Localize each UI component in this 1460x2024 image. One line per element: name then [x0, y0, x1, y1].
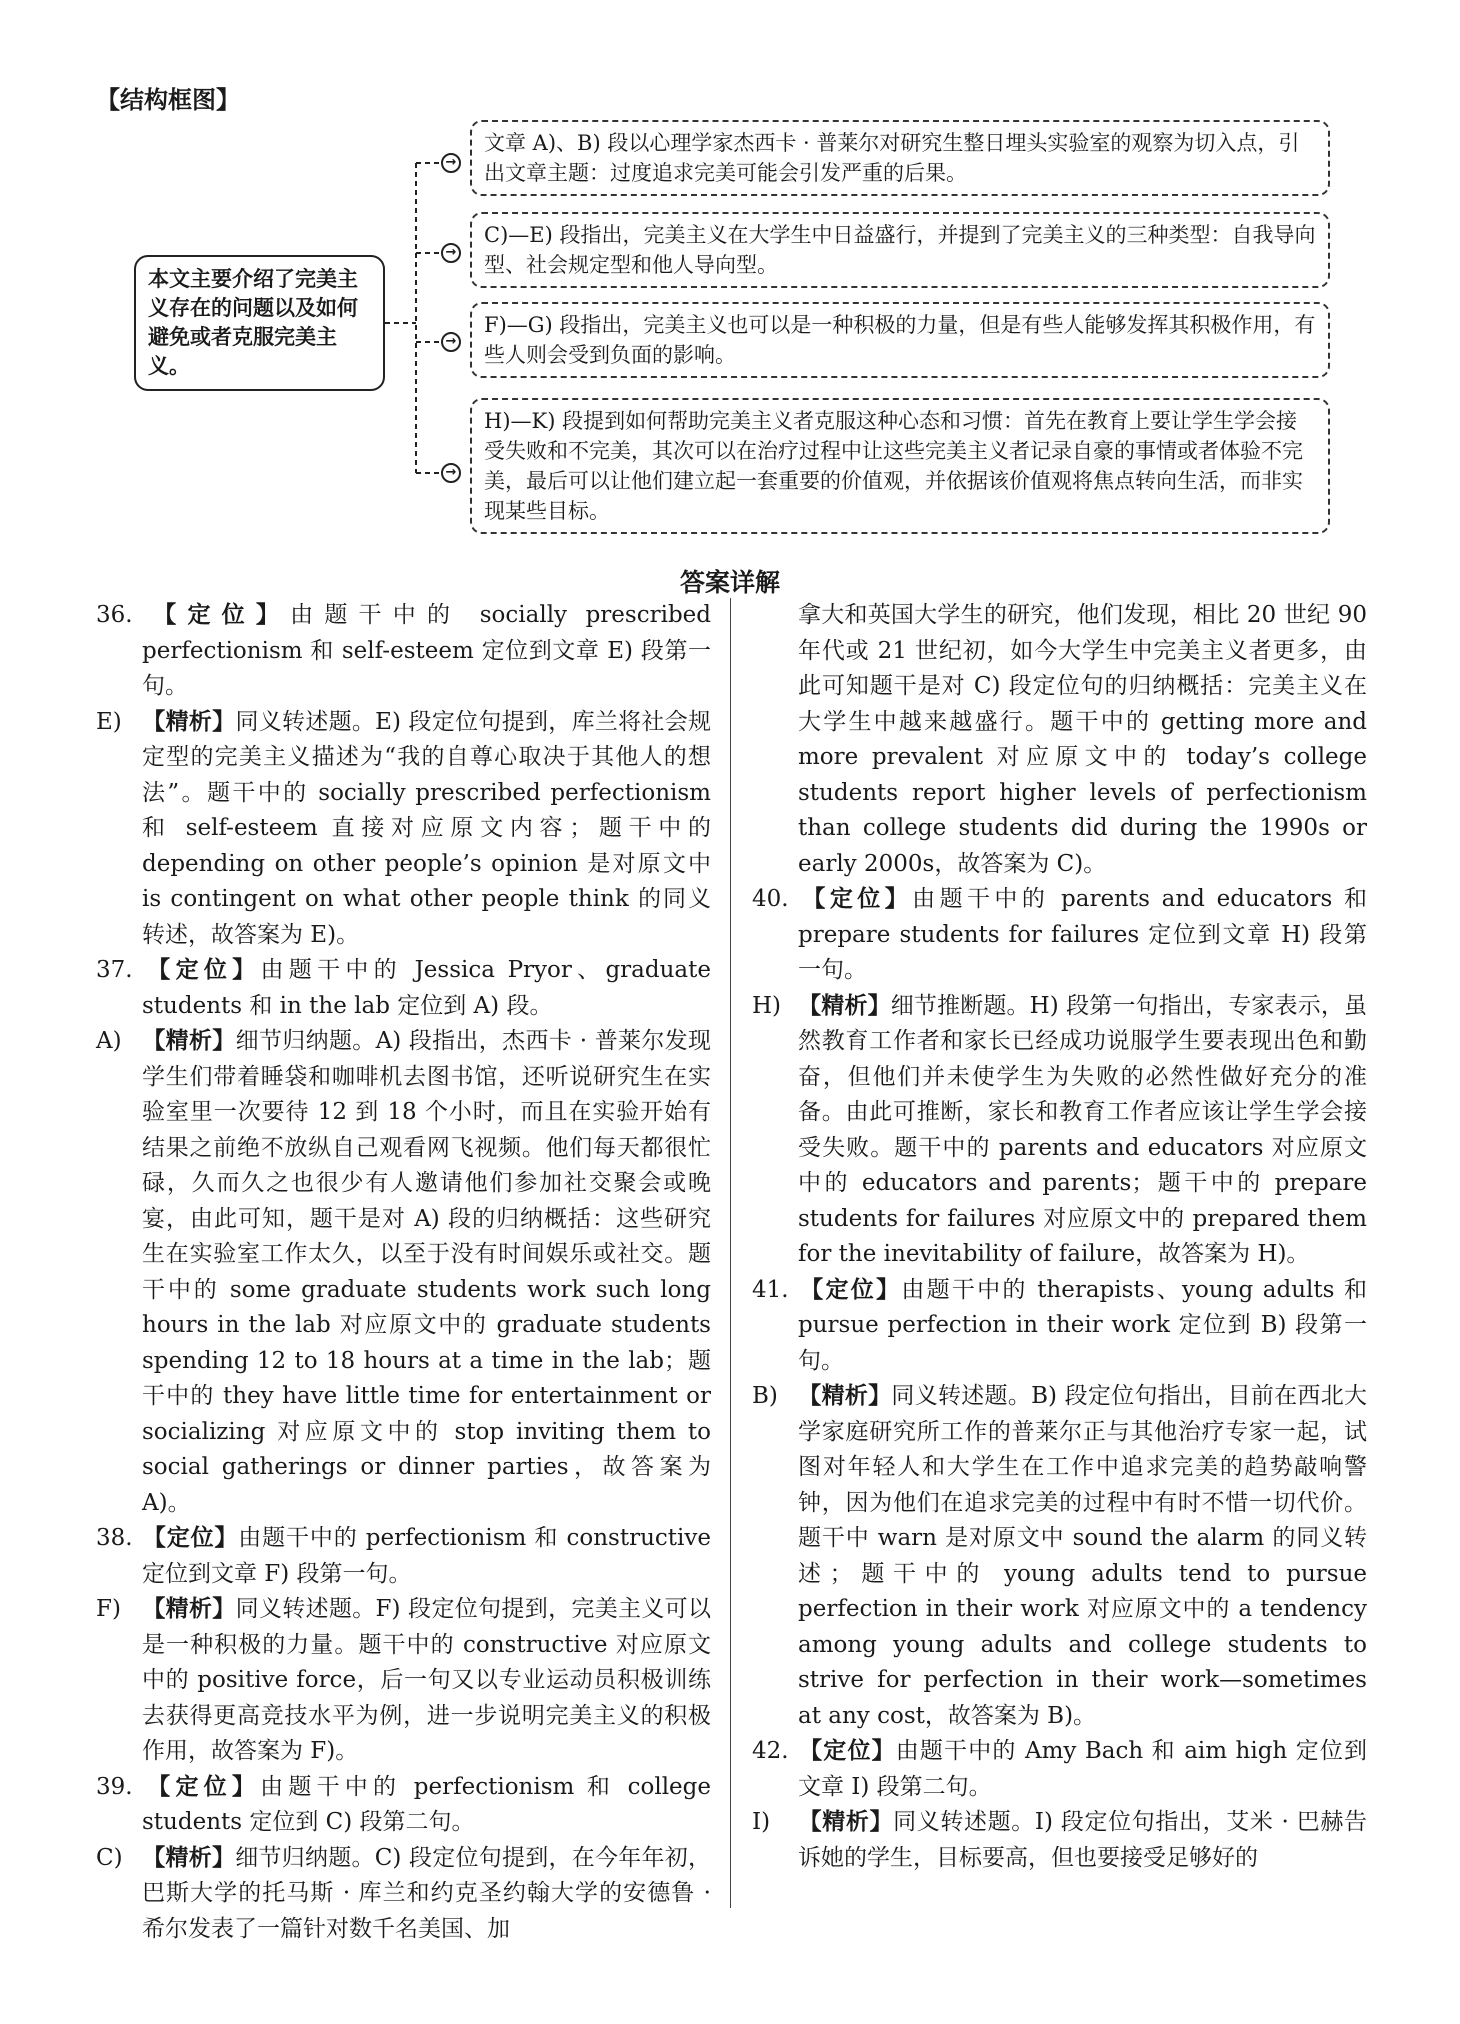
entry-text: 拿大和英国大学生的研究，他们发现，相比 20 世纪 90 年代或 21 世纪初，如今大学生中完美主义者更多，由此可知题干是对 C) 段定位句的归纳概括：完美主义在大学生中越来越盛行。题干中的 getting more and more prevalent 对应原文中的 today’s college students report higher levels of perfectionism than college students did during the 1990s or early 2000s，故答案为 C)。 [798, 602, 1367, 877]
entry-label: 40. [752, 886, 789, 912]
entry-text: 同义转述题。B) 段定位句指出，目前在西北大学家庭研究所工作的普莱尔正与其他治疗专家一起，试图对年轻人和大学生在工作中追求完美的趋势敲响警钟，因为他们在追求完美的过程中有时不惜一切代价。题干中 warn 是对原文中 sound the alarm 的同义转述；题干中的 young adults tend to pursue perfection in their work 对应原文中的 a tendency among young adults and college students to strive for perfection in their work—sometimes at any cost，故答案为 B)。 [798, 1383, 1368, 1729]
entry-label: 39. [96, 1773, 133, 1800]
entry-tag: 【精析】 [798, 1809, 894, 1835]
arrow-node-icon: → [441, 463, 461, 483]
entry-text: 由题干中的 parents and educators 和 prepare students for failures 定位到文章 H) 段第一句。 [798, 886, 1367, 983]
answer-entry [752, 1273, 1367, 1380]
summary-box: 本文主要介绍了完美主义存在的问题以及如何避免或者克服完美主义。 [134, 255, 385, 391]
entry-tag: 【精析】 [142, 1028, 236, 1054]
entry-text: 同义转述题。F) 段定位句提到，完美主义可以是一种积极的力量。题干中的 constructive 对应原文中的 positive force，后一句又以专业运动员积极训练去获得更高竞技水平为例，进一步说明完美主义的积极作用，故答案为 F)。 [142, 1596, 712, 1764]
answer-entry [96, 1592, 711, 1770]
entry-tag: 【精析】 [142, 1844, 236, 1871]
left-column [96, 598, 711, 1947]
entry-tag: 【定位】 [142, 957, 261, 983]
entry-tag: 【精析】 [798, 1383, 892, 1409]
entry-label: I) [752, 1809, 771, 1835]
column-divider [730, 598, 731, 1908]
entry-text: 由题干中的 therapists、young adults 和 pursue perfection in their work 定位到 B) 段第一句。 [798, 1276, 1368, 1374]
answer-entry [752, 989, 1367, 1273]
entry-tag: 【精析】 [142, 1596, 236, 1622]
entry-text: 同义转述题。E) 段定位句提到，库兰将社会规定型的完美主义描述为“我的自尊心取决于其他人的想法”。题干中的 socially prescribed perfectionism 和 self-esteem 直接对应原文内容；题干中的 depending on other people’s opinion 是对原文中 is contingent on what other people think 的同义转述，故答案为 E)。 [142, 708, 712, 948]
answer-entry [96, 1770, 711, 1841]
entry-text: 由题干中的 Amy Bach 和 aim high 定位到文章 I) 段第二句。 [798, 1738, 1368, 1800]
entry-label: C) [96, 1844, 123, 1871]
answer-entry [96, 1841, 711, 1948]
entry-label: 42. [752, 1738, 789, 1764]
entry-label: 38. [96, 1525, 133, 1551]
entry-tag: 【精析】 [142, 708, 236, 735]
entry-text: 由题干中的 Jessica Pryor、graduate students 和 in the lab 定位到 A) 段。 [142, 957, 711, 1019]
entry-text: 细节推断题。H) 段第一句指出，专家表示，虽然教育工作者和家长已经成功说服学生要表现出色和勤奋，但他们并未使学生为失败的必然性做好充分的准备。由此可推断，家长和教育工作者应该让学生学会接受失败。题干中的 parents and educators 对应原文中的 educators and parents；题干中的 prepare students for failures 对应原文中的 prepared them for the inevitability of failure，故答案为 H)。 [798, 992, 1368, 1267]
entry-text: 由题干中的 socially prescribed perfectionism 和 self-esteem 定位到文章 E) 段第一句。 [142, 602, 711, 699]
answer-entry-continued [752, 598, 1367, 882]
entry-label: 36. [96, 602, 133, 628]
answer-entry [96, 953, 711, 1024]
entry-text: 细节归纳题。C) 段定位句提到，在今年年初，巴斯大学的托马斯 · 库兰和约克圣约翰大学的安德鲁 · 希尔发表了一篇针对数千名美国、加 [142, 1844, 712, 1942]
entry-label: A) [96, 1028, 122, 1054]
framework-branch: F)—G) 段指出，完美主义也可以是一种积极的力量，但是有些人能够发挥其积极作用，有些人则会受到负面的影响。 [470, 302, 1330, 378]
framework-branch: 文章 A)、B) 段以心理学家杰西卡 · 普莱尔对研究生整日埋头实验室的观察为切入点，引出文章主题：过度追求完美可能会引发严重的后果。 [470, 120, 1330, 196]
entry-tag: 【定位】 [798, 886, 913, 912]
answer-entry [96, 705, 711, 954]
answers-title: 答案详解 [679, 568, 780, 597]
entry-tag: 【定位】 [142, 602, 291, 628]
entry-tag: 【定位】 [798, 1276, 902, 1303]
entry-label: H) [752, 992, 782, 1019]
answer-entry [752, 882, 1367, 989]
entry-tag: 【定位】 [798, 1738, 896, 1764]
answer-entry [752, 1805, 1367, 1876]
entry-label: 41. [752, 1276, 789, 1303]
entry-text: 由题干中的 perfectionism 和 college students 定位到 C) 段第二句。 [142, 1773, 712, 1835]
entry-label: F) [96, 1596, 121, 1622]
entry-text: 由题干中的 perfectionism 和 constructive 定位到文章 F) 段第一句。 [142, 1525, 711, 1587]
entry-tag: 【定位】 [142, 1773, 261, 1800]
arrow-node-icon: → [441, 332, 461, 352]
answer-entry [752, 1734, 1367, 1805]
entry-tag: 【精析】 [798, 992, 891, 1019]
answer-entry [96, 598, 711, 705]
framework-branch: C)—E) 段指出，完美主义在大学生中日益盛行，并提到了完美主义的三种类型：自我导向型、社会规定型和他人导向型。 [470, 212, 1330, 288]
entry-text: 细节归纳题。A) 段指出，杰西卡 · 普莱尔发现学生们带着睡袋和咖啡机去图书馆，还听说研究生在实验室里一次要待 12 到 18 个小时，而且在实验开始有结果之前绝不放纵自己观看网飞视频。他们每天都很忙碌，久而久之也很少有人邀请他们参加社交聚会或晚宴，由此可知，题干是对 A) 段的归纳概括：这些研究生在实验室工作太久，以至于没有时间娱乐或社交。题干中的 some graduate students work such long hours in the lab 对应原文中的 graduate students spending 12 to 18 hours at a time in the lab；题干中的 they have little time for entertainment or socializing 对应原文中的 stop inviting them to social gatherings or dinner parties，故答案为 A)。 [142, 1028, 712, 1516]
entry-label: E) [96, 708, 122, 735]
answer-entry [96, 1521, 711, 1592]
entry-label: 37. [96, 957, 133, 983]
arrow-node-icon: → [441, 243, 461, 263]
framework-branch: H)—K) 段提到如何帮助完美主义者克服这种心态和习惯：首先在教育上要让学生学会接受失败和不完美，其次可以在治疗过程中让这些完美主义者记录自豪的事情或者体验不完美，最后可以让他们建立起一套重要的价值观，并依据该价值观将焦点转向生活，而非实现某些目标。 [470, 398, 1330, 534]
arrow-node-icon: → [441, 153, 461, 173]
entry-label: B) [752, 1383, 778, 1409]
answer-entry [96, 1024, 711, 1521]
answer-entry [752, 1379, 1367, 1734]
entry-text: 同义转述题。I) 段定位句指出，艾米 · 巴赫告诉她的学生，目标要高，但也要接受足够好的 [798, 1809, 1367, 1871]
framework-heading: 【结构框图】 [96, 86, 240, 114]
entry-tag: 【定位】 [142, 1525, 239, 1551]
right-column [752, 598, 1367, 1876]
